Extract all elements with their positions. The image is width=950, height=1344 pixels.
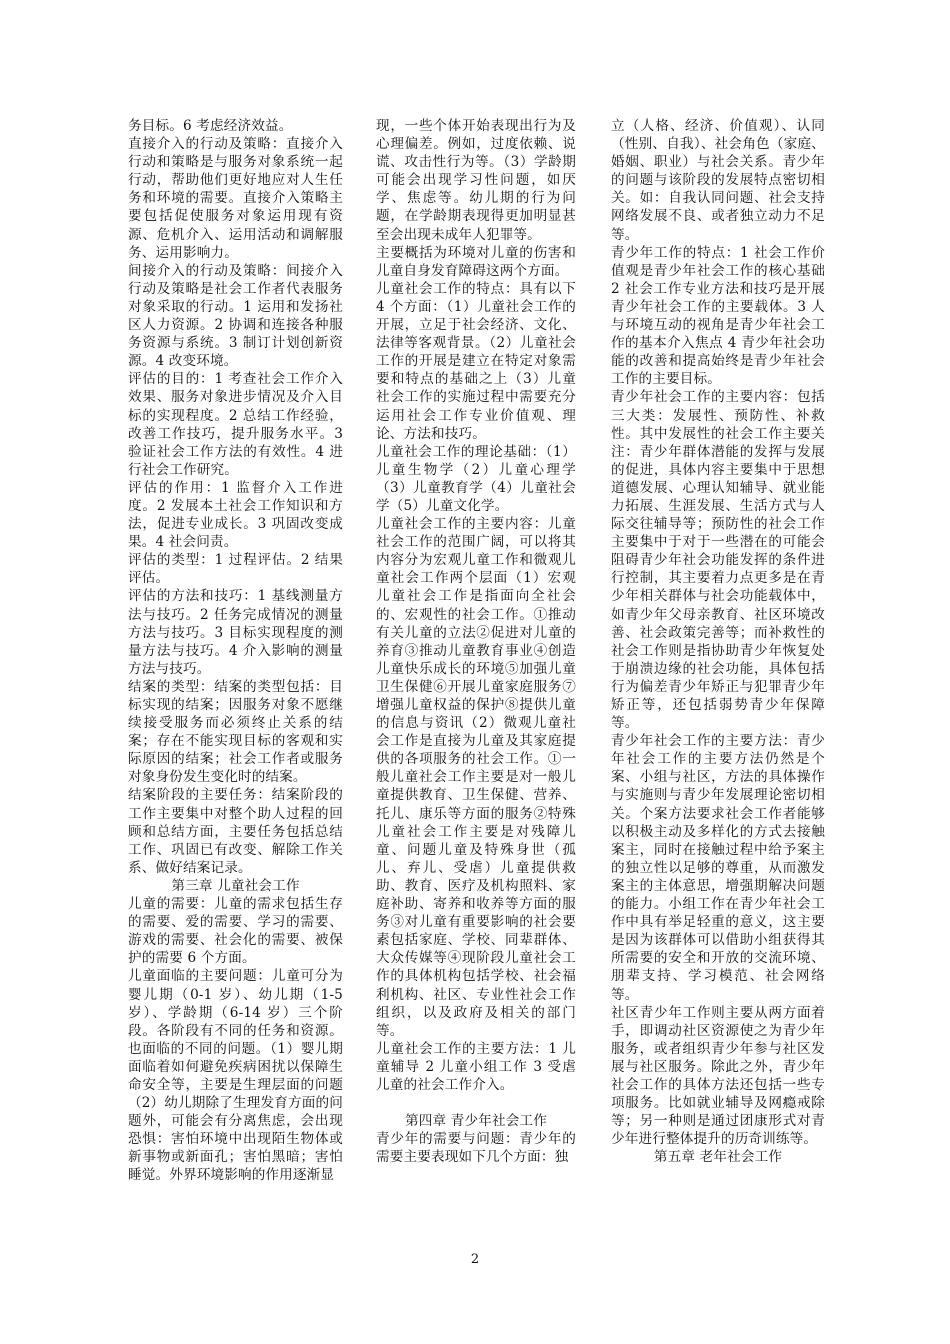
- paragraph: 儿童社会工作的主要内容：儿童社会工作的范围广阔，可以将其内容分为宏观儿童工作和微观儿童社会工作两个层面（1）宏观儿童社会工作是指面向全社会的、宏观性的社会工作。①推动有关儿童的立法②促进对儿童的养育③推动儿童教育事业④创造儿童快乐成长的环境⑤加强儿童卫生保健⑥开展儿童家庭服务⑦增强儿童权益的保护⑧提供儿童的信息与资讯（2）微观儿童社会工作是直接为儿童及其家庭提供的各项服务的社会工作。①一般儿童社会工作主要是对一般儿童提供教育、卫生保健、营养、托儿、康乐等方面的服务②特殊儿童社会工作主要是对残障儿童、问题儿童及特殊身世（孤儿、弃儿、受虐）儿童提供救助、教育、医疗及机构照料、家庭补助、寄养和收养等方面的服务③对儿童有重要影响的社会要素包括家庭、学校、同辈群体、大众传媒等④现阶段儿童社会工作的具体机构包括学校、社会福利机构、社区、专业性社会工作组织，以及政府及相关的部门等。: [376, 516, 576, 1039]
- paragraph: 评估的方法和技巧：1 基线测量方法与技巧。2 任务完成情况的测量方法与技巧。3 目标实现程度的测量方法与技巧。4 介入影响的测量方法与技巧。: [128, 588, 343, 677]
- paragraph: 青少年社会工作的主要方法：青少年社会工作的主要方法仍然是个案、小组与社区，方法的具体操作与实施则与青少年发展理论密切相关。个案方法要求社会工作者能够以积极主动及多样化的方式去接触案主，同时在接触过程中给予案主的独立性以足够的尊重，从而激发案主的主体意思，增强期解决问题的能力。小组工作在青少年社会工作中具有举足轻重的意义，这主要是因为该群体可以借助小组获得其所需要的安全和开放的交流环境、朋辈支持、学习模范、社会网络等。: [611, 733, 825, 1003]
- page-number: 2: [470, 1252, 480, 1267]
- paragraph: 评估的作用：1 监督介入工作进度。2 发展本土社会工作知识和方法，促进专业成长。3 巩固改变成果。4 社会问责。: [128, 479, 343, 551]
- paragraph: 直接介入的行动及策略：直接介入行动和策略是与服务对象系统一起行动，帮助他们更好地应对人生任务和环境的需要。直接介入策略主要包括促使服务对象运用现有资源、危机介入、运用活动和调解服务、运用影响力。: [128, 136, 343, 261]
- text-column-3: [611, 117, 825, 1166]
- paragraph: 社区青少年工作则主要从两方面着手，即调动社区资源使之为青少年服务，或者组织青少年参与社区发展与社区服务。除此之外，青少年社会工作的具体方法还包括一些专项服务。比如就业辅导及网瘾戒除等；另一种则是通过团康形式对青少年进行整体提升的历奇训练等。: [611, 1004, 825, 1148]
- paragraph: 儿童社会工作的特点：具有以下 4 个方面：（1）儿童社会工作的开展，立足于社会经济、文化、法律等客观背景。（2）儿童社会工作的开展是建立在特定对象需要和特点的基础之上（3）儿童社会工作的实施过程中需要充分运用社会工作专业价值观、理论、方法和技巧。: [376, 280, 576, 442]
- paragraph: 结案的类型：结案的类型包括：目标实现的结案；因服务对象不愿继续接受服务而必须终止关系的结案；存在不能实现目标的客观和实际原因的结案；社会工作者或服务对象身份发生变化时的结案。: [128, 678, 343, 786]
- chapter-heading: 第四章 青少年社会工作: [405, 1113, 547, 1130]
- paragraph: 青少年社会工作的主要内容：包括三大类：发展性、预防性、补救性。其中发展性的社会工作主要关注：青少年群体潜能的发挥与发展的促进，具体内容主要集中于思想道德发展、心理认知辅导、就业能力拓展、生涯发展、生活方式与人际交往辅导等；预防性的社会工作主要集中于对于一些潜在的可能会阻碍青少年社会功能发挥的条件进行控制，其主要着力点更多是在青少年相关群体与社会功能载体中，如青少年父母亲教育、社区环境改善、社会政策完善等；而补救性的社会工作则是指协助青少年恢复处于崩溃边缘的社会功能，具体包括行为偏差青少年矫正与犯罪青少年矫正等，还包括弱势青少年保障等。: [611, 389, 825, 732]
- paragraph: 儿童社会工作的主要方法：1 儿童辅导 2 儿童小组工作 3 受虐儿童的社会工作介入。: [376, 1040, 576, 1093]
- paragraph: 主要概括为环境对儿童的伤害和儿童自身发育障碍这两个方面。: [376, 244, 576, 279]
- paragraph: 务目标。6 考虑经济效益。: [128, 118, 293, 134]
- text-column-2: [376, 117, 576, 1166]
- paragraph: 青少年的需要与问题：青少年的需要主要表现如下几个方面：独: [376, 1131, 576, 1166]
- paragraph: 青少年工作的特点：1 社会工作价值观是青少年社会工作的核心基础 2 社会工作专业方法和技巧是开展青少年社会工作的主要载体。3 人与环境互动的视角是青少年社会工作的基本介入焦点 4 青少年社会功能的改善和提高始终是青少年社会工作的主要目标。: [611, 244, 825, 388]
- text-column-1: [128, 117, 343, 1185]
- blank-line: [376, 1094, 576, 1112]
- chapter-heading: 第五章 老年社会工作: [653, 1149, 783, 1166]
- paragraph: 间接介入的行动及策略：间接介入行动及策略是社会工作者代表服务对象采取的行动。1 运用和发扬社区人力资源。2 协调和连接各种服务资源与系统。3 制订计划创新资源。4 改变环境。: [128, 262, 343, 370]
- paragraph: 立（人格、经济、价值观）、认同（性别、自我）、社会角色（家庭、婚姻、职业）与社会关系。青少年的问题与该阶段的发展特点密切相关。如：自我认同问题、社会支持网络发展不良、或者独立动力不足等。: [611, 118, 825, 243]
- paragraph: 结案阶段的主要任务：结案阶段的工作主要集中对整个助人过程的回顾和总结方面，主要任务包括总结工作、巩固已有改变、解除工作关系、做好结案记录。: [128, 787, 343, 876]
- paragraph: 现，一些个体开始表现出行为及心理偏差。例如，过度依赖、说谎、攻击性行为等。（3）学龄期可能会出现学习性问题，如厌学、焦虑等。幼儿期的行为问题，在学龄期表现得更加明显甚至会出现未成年人犯罪等。: [376, 118, 576, 243]
- paragraph: 评估的目的：1 考查社会工作介入效果、服务对象进步情况及介入目标的实现程度。2 总结工作经验，改善工作技巧，提升服务水平。3 验证社会工作方法的有效性。4 进行社会工作研究。: [128, 371, 343, 478]
- paragraph: 儿童面临的主要问题：儿童可分为婴儿期（0-1 岁）、幼儿期（1-5 岁）、学龄期（6-14 岁）三个阶段。各阶段有不同的任务和资源。也面临的不同的问题。（1）婴儿期面临着如何避免疾病困扰以保障生命安全等，主要是生理层面的问题（2）幼儿期除了生理发育方面的问题外，可能会有分离焦虑，会出现恐惧：害怕环境中出现陌生物体或新事物或新面孔；害怕黑暗；害怕睡觉。外界环境影响的作用逐渐显: [128, 968, 343, 1184]
- chapter-heading: 第三章 儿童社会工作: [171, 877, 300, 894]
- paragraph: 评估的类型：1 过程评估。2 结果评估。: [128, 552, 343, 587]
- paragraph: 儿童的需要：儿童的需求包括生存的需要、爱的需要、学习的需要、游戏的需要、社会化的需要、被保护的需要 6 个方面。: [128, 896, 343, 967]
- paragraph: 儿童社会工作的理论基础：（1）儿童生物学（2）儿童心理学（3）儿童教育学（4）儿童社会学（5）儿童文化学。: [376, 443, 576, 514]
